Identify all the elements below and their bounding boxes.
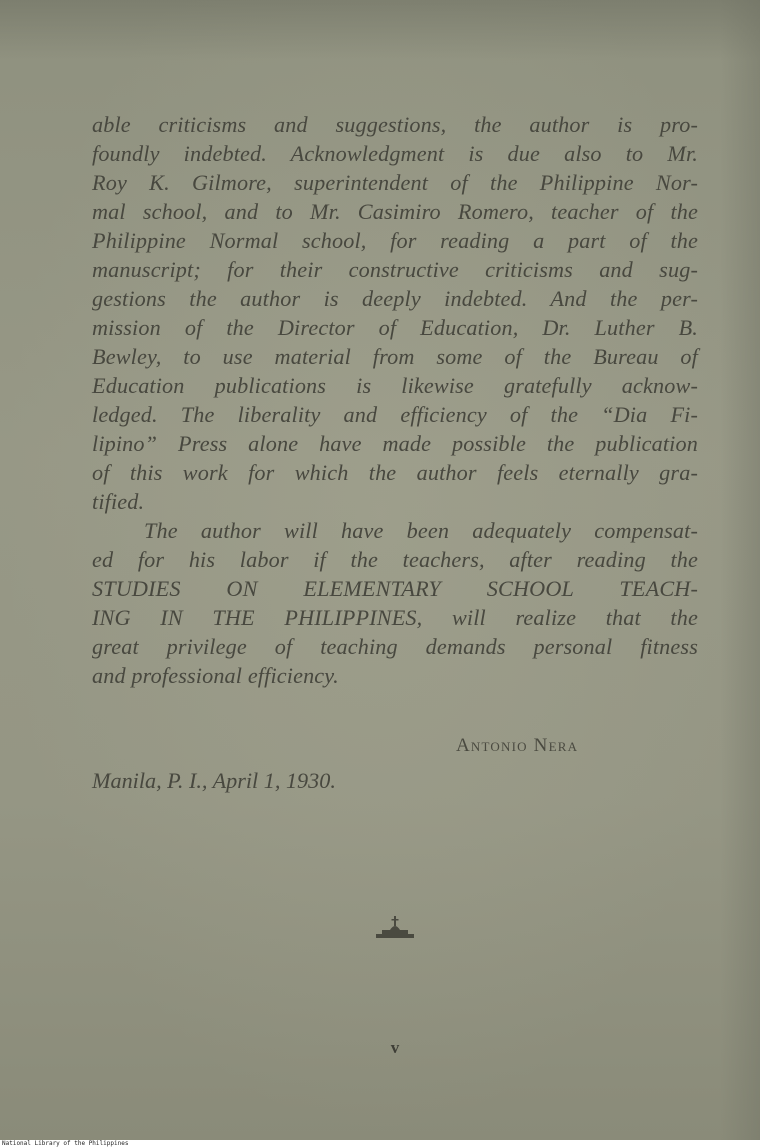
text-line: The author will have been adequately compensat-	[144, 518, 698, 543]
text-line: mal school, and to Mr. Casimiro Romero, teacher of the	[92, 199, 698, 224]
library-credit: National Library of the Philippines	[2, 1140, 129, 1147]
page-top-shadow	[0, 0, 760, 60]
text-line: of this work for which the author feels eternally gra-	[92, 460, 698, 485]
text-line: foundly indebted. Acknowledgment is due also to Mr.	[92, 141, 698, 166]
text-line: Bewley, to use material from some of the Bureau of	[92, 344, 698, 369]
text-line: great privilege of teaching demands personal fitness	[92, 634, 698, 659]
footer-strip	[0, 1140, 760, 1148]
text-line: able criticisms and suggestions, the author is pro-	[92, 112, 698, 137]
text-line: STUDIES ON ELEMENTARY SCHOOL TEACH-	[92, 576, 698, 601]
text-line: ed for his labor if the teachers, after reading the	[92, 547, 698, 572]
text-line: mission of the Director of Education, Dr. Luther B.	[92, 315, 698, 340]
text-line: and professional efficiency.	[92, 663, 339, 688]
text-line: manuscript; for their constructive criticisms and sug-	[92, 257, 698, 282]
text-line: Education publications is likewise gratefully acknow-	[92, 373, 698, 398]
page-number: v	[390, 1038, 400, 1057]
printer-ornament-icon	[374, 912, 416, 942]
text-line: ING IN THE PHILIPPINES, will realize that the	[92, 605, 698, 630]
author-signature: Antonio Nera	[456, 735, 579, 756]
body-text	[92, 110, 698, 690]
page-right-shadow	[720, 0, 760, 1140]
text-line: tified.	[92, 489, 145, 514]
text-line: Roy K. Gilmore, superintendent of the Philippine Nor-	[92, 170, 698, 195]
text-line: Philippine Normal school, for reading a part of the	[92, 228, 698, 253]
text-line: ledged. The liberality and efficiency of the “Dia Fi-	[92, 402, 698, 427]
dateline: Manila, P. I., April 1, 1930.	[92, 768, 336, 793]
text-line: gestions the author is deeply indebted. And the per-	[92, 286, 698, 311]
text-line: lipino” Press alone have made possible the publication	[92, 431, 698, 456]
